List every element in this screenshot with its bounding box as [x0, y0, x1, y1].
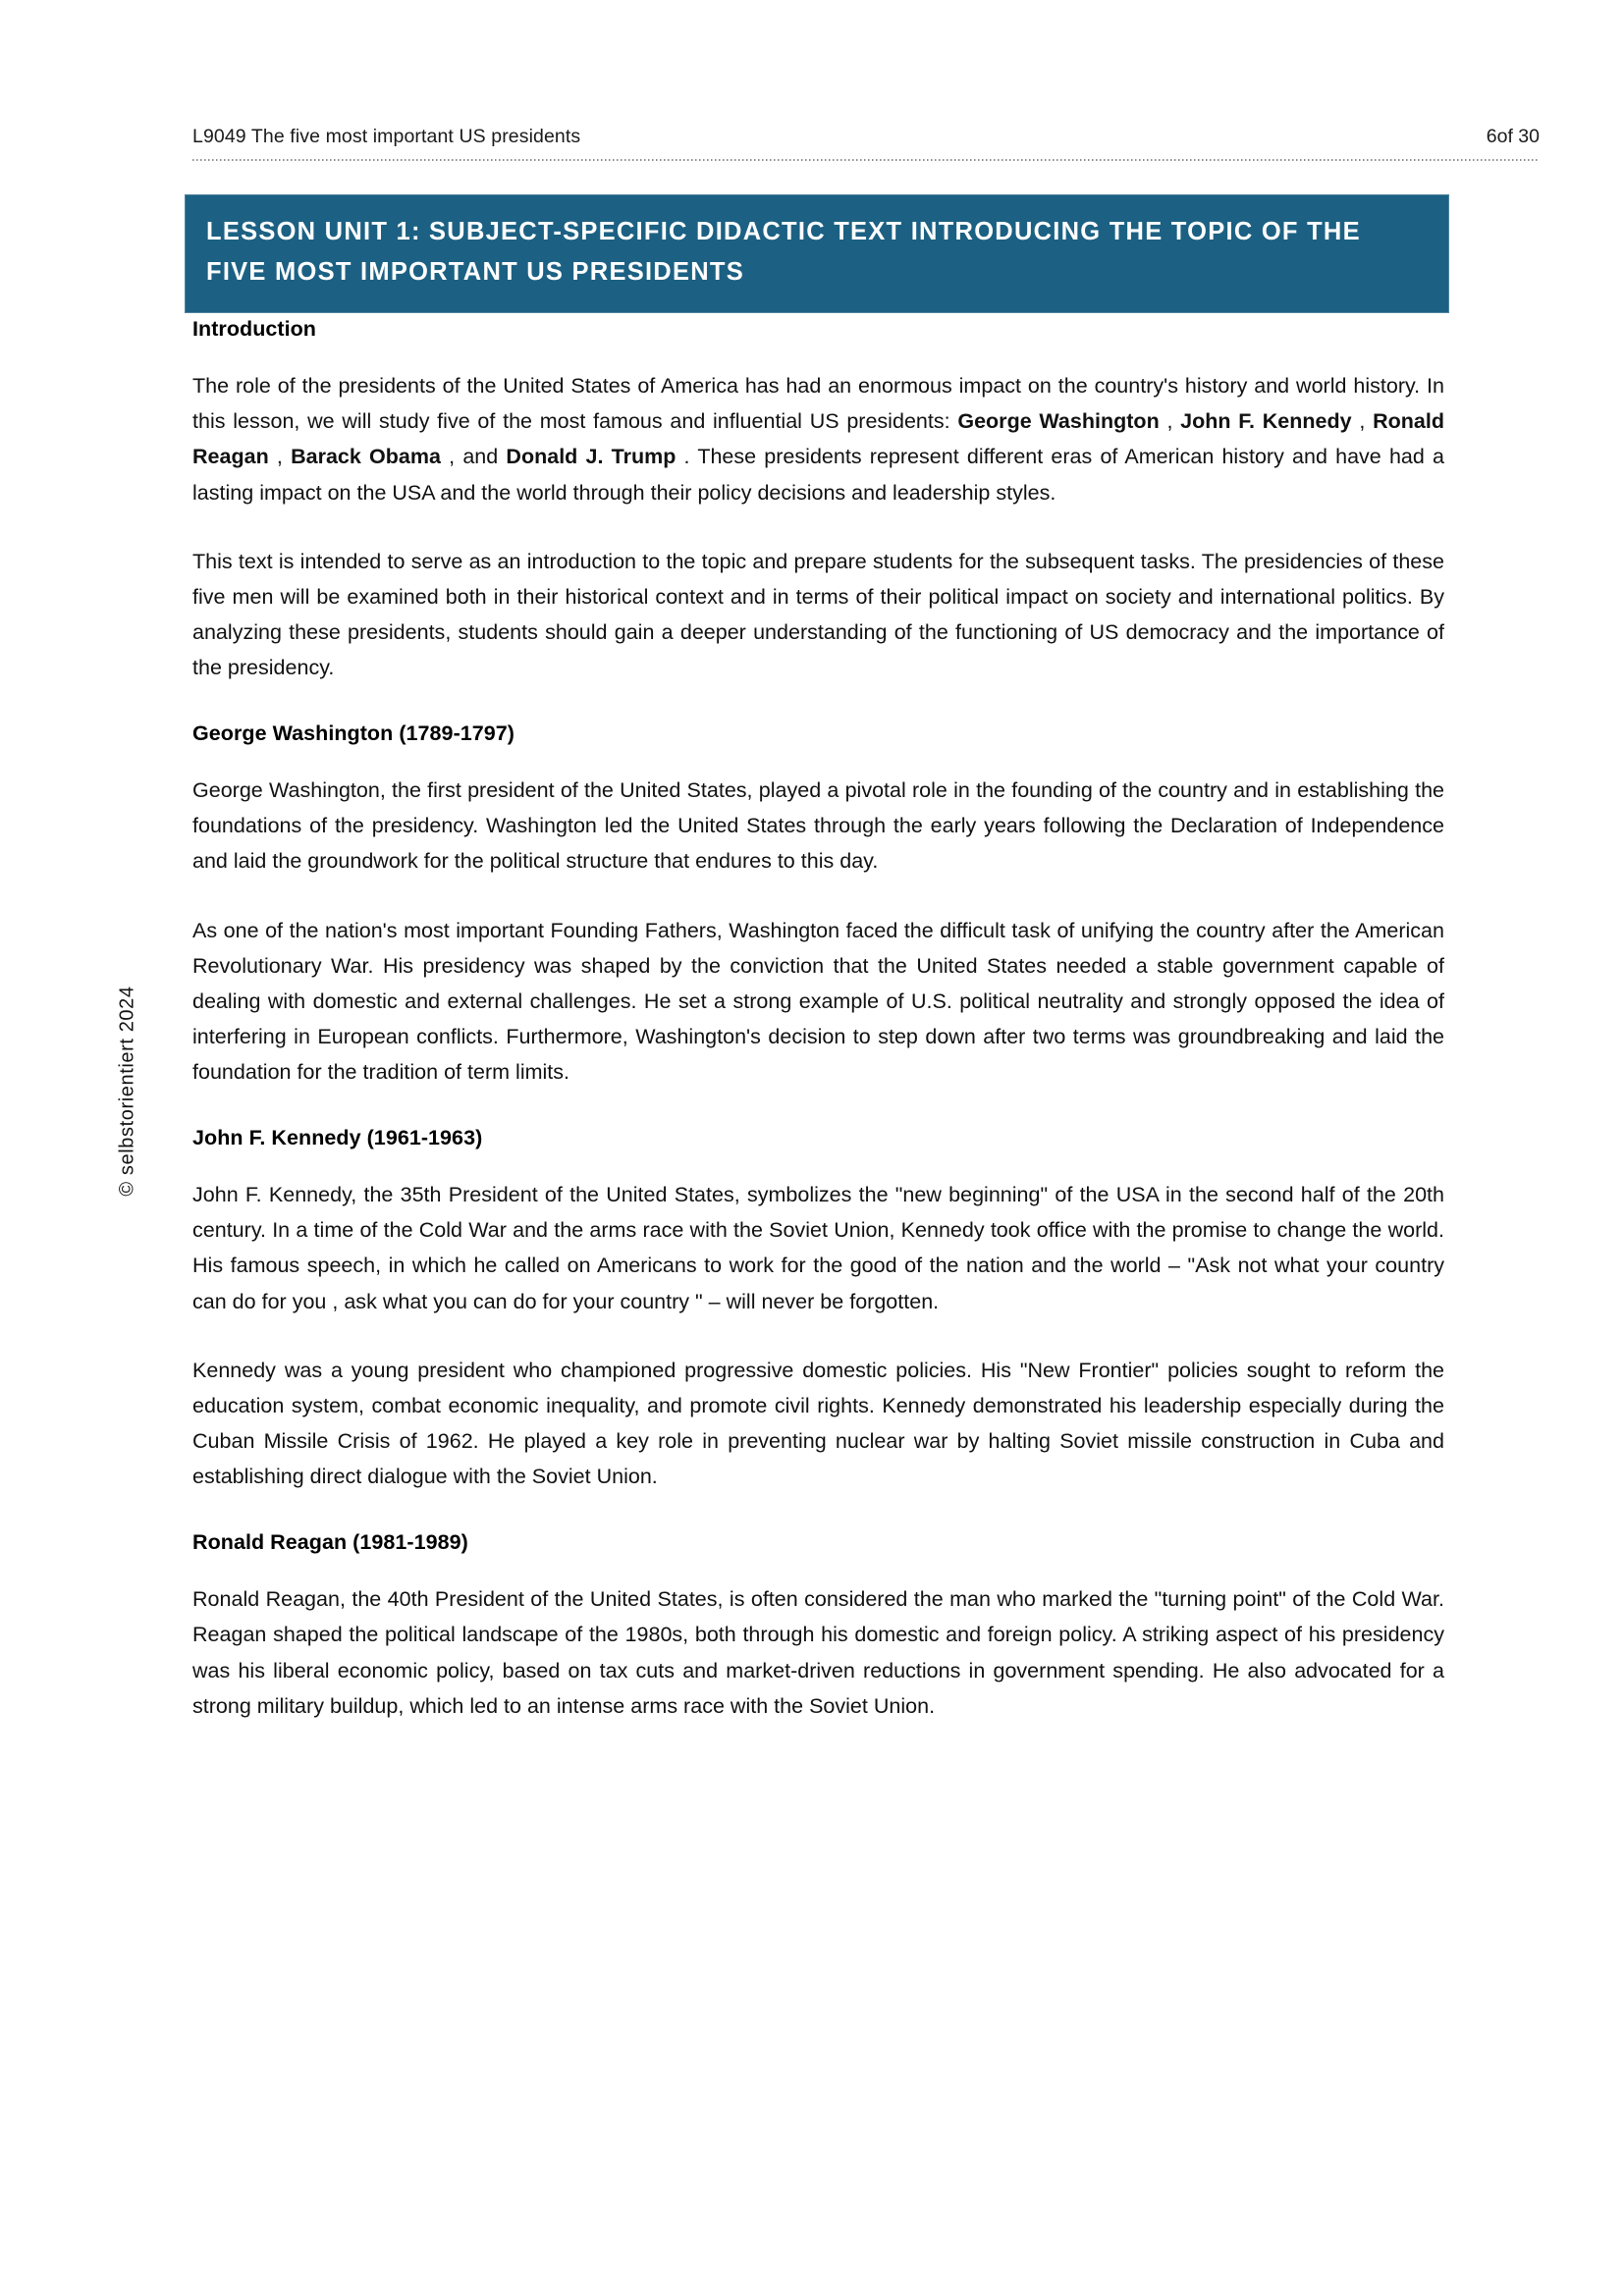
paragraph-kennedy-2: Kennedy was a young president who championed progressive domestic policies. His "New Frontier" policies sought to reform the education system, combat economic inequality, and promote civil rights. Kennedy demonstrated his leadership especially during the Cuban Missile Crisis of 1962. He played a key role in preventing nuclear war by halting Soviet missile construction in Cuba and establishing direct dialogue with the Soviet Union. [192, 1358, 1444, 1489]
president-name-reagan: Ronald Reagan [192, 409, 1445, 469]
paragraph-introduction-purpose: This text is intended to serve as an introduction to the topic and prepare students for the subsequent tasks. The presidencies of these five men will be examined both in their historical context and in terms of their political impact on society and international politics. By analyzing these presidents, students should gain a deeper understanding of the functioning of US democracy and the importance of the presidency. [192, 549, 1444, 679]
name-separator-and: , and [440, 445, 507, 469]
name-separator-2: , [1351, 409, 1374, 434]
document-body [192, 314, 1444, 1724]
header-page-number: 6of 30 [1486, 126, 1540, 147]
name-separator-3: , [268, 445, 292, 469]
heading-john-f-kennedy: John F. Kennedy (1961-1963) [192, 1126, 483, 1150]
paragraph-kennedy-1: John F. Kennedy, the 35th President of the United States, symbolizes the "new beginning" of the USA in the second half of the 20th century. In a time of the Cold War and the arms race with the Soviet Union, Kennedy took office with the promise to change the world. His famous speech, in which he called on Americans to work for the good of the nation and the world – "Ask not what your country can do for you , ask what you can do for your country " – will never be forgotten. [192, 1183, 1444, 1313]
intro-tail-text: . These presidents represent different eras of American history and have had a lasting impact on the USA and the world through their policy decisions and leadership styles. [192, 445, 1444, 505]
president-name-washington: George Washington [957, 409, 1160, 434]
paragraph-reagan-1: Ronald Reagan, the 40th President of the United States, is often considered the man who marked the "turning point" of the Cold War. Reagan shaped the political landscape of the 1980s, both through his domestic and foreign policy. A striking aspect of his presidency was his liberal economic policy, based on tax cuts and market-driven reductions in government spending. He also advocated for a strong military buildup, which led to an intense arms race with the Soviet Union. [192, 1587, 1444, 1718]
president-name-kennedy: John F. Kennedy [1180, 409, 1352, 434]
header-document-title: L9049 The five most important US presidents [192, 126, 581, 147]
running-header [192, 126, 1540, 148]
header-divider-rule [192, 159, 1540, 161]
heading-george-washington: George Washington (1789-1797) [192, 721, 515, 746]
intro-lead-text: The role of the presidents of the United States of America has had an enormous impact on the country's history and world history. In this lesson, we will study five of the most famous and influential US presidents: [192, 374, 1444, 434]
lesson-unit-banner-title: LESSON UNIT 1: SUBJECT-SPECIFIC DIDACTIC TEXT INTRODUCING THE TOPIC OF THE FIVE MOST IMPORTANT US PRESIDENTS [206, 218, 1361, 287]
paragraph-washington-2: As one of the nation's most important Founding Fathers, Washington faced the difficult task of unifying the country after the American Revolutionary War. His presidency was shaped by the conviction that the United States needed a stable government capable of dealing with domestic and external challenges. He set a strong example of U.S. political neutrality and strongly opposed the idea of interfering in European conflicts. Furthermore, Washington's decision to step down after two terms was groundbreaking and laid the foundation for the tradition of term limits. [192, 918, 1444, 1084]
name-separator-1: , [1159, 409, 1181, 434]
paragraph-introduction-overview [192, 368, 1444, 509]
president-name-obama: Barack Obama [291, 445, 441, 469]
margin-copyright-notice: © selbstorientiert 2024 [116, 986, 138, 1197]
heading-ronald-reagan: Ronald Reagan (1981-1989) [192, 1530, 468, 1555]
lesson-unit-banner [185, 194, 1449, 313]
paragraph-washington-1: George Washington, the first president of the United States, played a pivotal role in the founding of the country and in establishing the foundations of the presidency. Washington led the United States through the early years following the Declaration of Independence and laid the groundwork for the political structure that endures to this day. [192, 778, 1444, 874]
heading-introduction: Introduction [192, 317, 316, 341]
president-name-trump: Donald J. Trump [506, 445, 677, 469]
